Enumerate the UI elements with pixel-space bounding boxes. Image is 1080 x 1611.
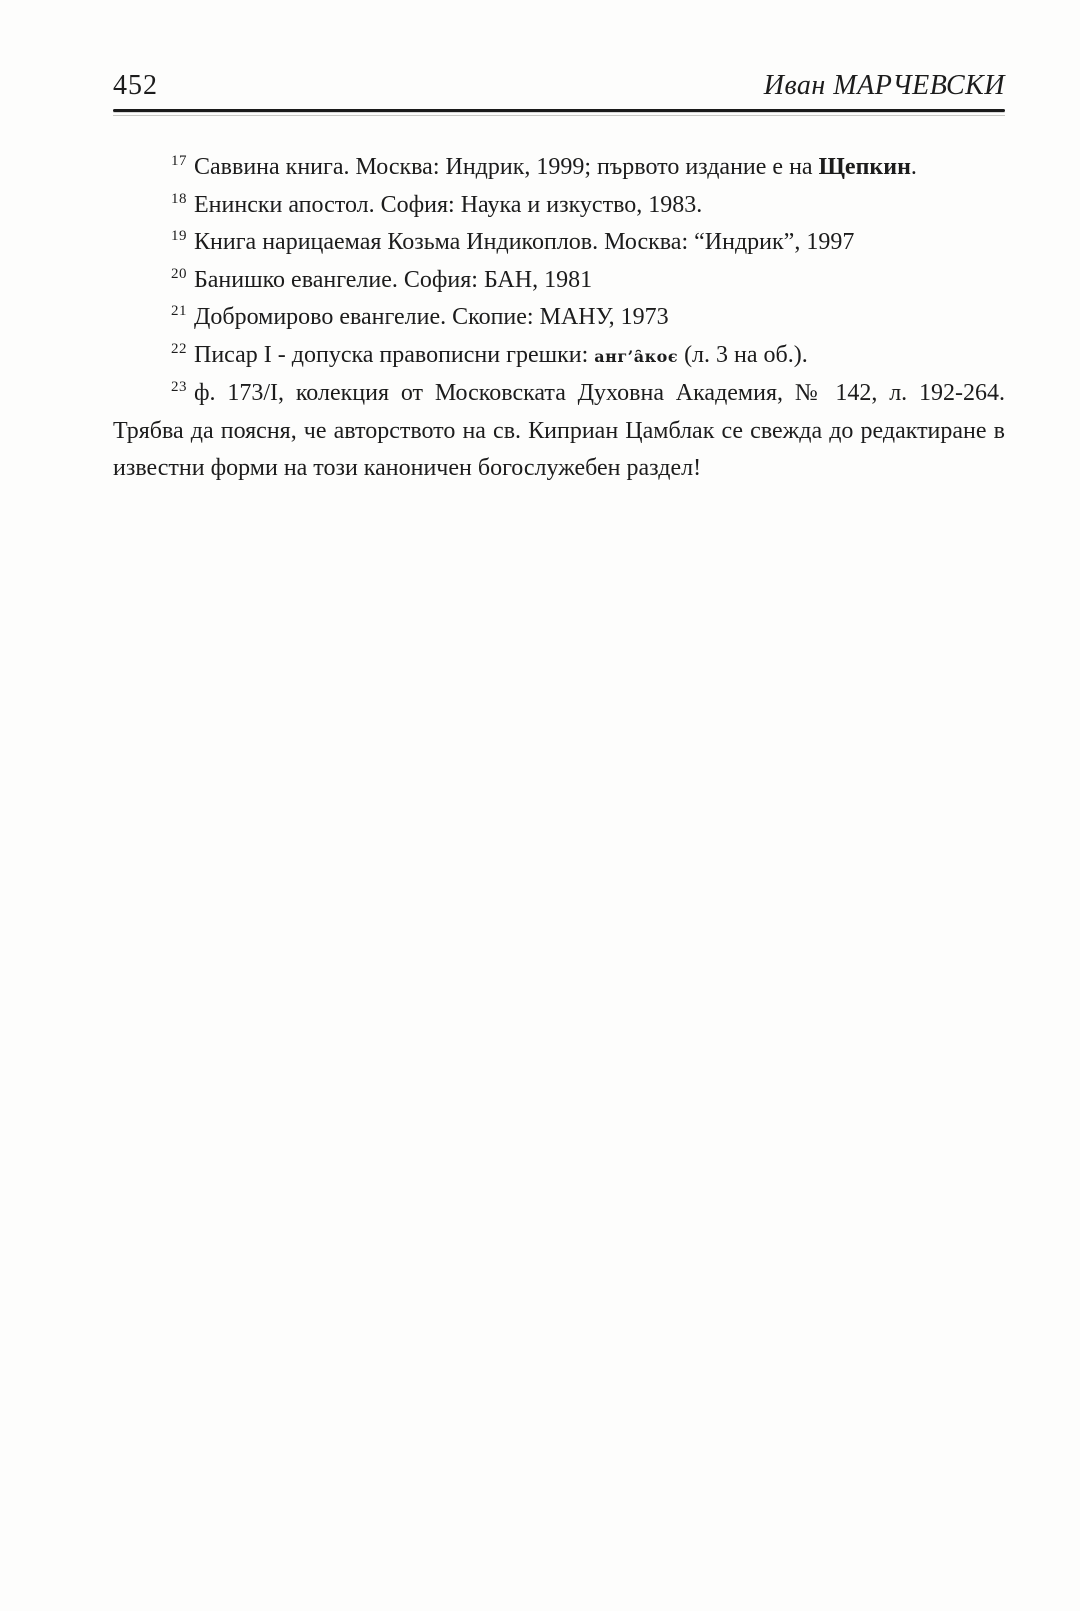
footnote-text: (л. 3 на об.). <box>678 341 808 368</box>
header-rule-thin-line <box>113 115 1005 116</box>
footnote-marker: 21 <box>171 303 187 319</box>
footnote-marker: 17 <box>171 153 187 169</box>
header-rule <box>113 109 1005 116</box>
footnote-marker: 20 <box>171 265 187 282</box>
footnotes-section <box>113 149 1005 488</box>
page-number: 452 <box>113 70 158 101</box>
footnote-19 <box>113 224 1005 262</box>
footnote-text: Банишко евангелие. София: БАН, 1981 <box>194 266 593 293</box>
footnote-20 <box>113 262 1005 300</box>
footnote-18 <box>113 187 1005 225</box>
footnote-text: . <box>910 154 917 180</box>
footnote-text: Енински апостол. София: Наука и изкуство, 1983. <box>194 191 703 218</box>
footnote-marker: 19 <box>171 228 187 244</box>
footnote-22 <box>113 337 1005 376</box>
footnote-marker: 22 <box>171 340 187 357</box>
footnote-text: Добромирово евангелие. Скопие: МАНУ, 1973 <box>194 304 669 330</box>
footnote-marker: 23 <box>171 379 187 395</box>
footnote-text: Саввина книга. Москва: Индрик, 1999; първото издание е на <box>194 154 819 180</box>
running-title: Иван МАРЧЕВСКИ <box>763 70 1005 101</box>
footnote-23 <box>113 375 1005 488</box>
footnote-bold-name: Щепкин <box>818 154 911 180</box>
footnote-21 <box>113 299 1005 337</box>
page-header <box>113 70 1005 102</box>
footnote-text: ф. 173/I, колекция от Московската Духовна Академия, № 142, л. 192-264. Трябва да поясня, че авторството на св. Киприан Цамблак се свежда до редактиране в известни форми на този каноничен богослужебен раздел! <box>113 380 1005 481</box>
footnote-text: Книга нарицаемая Козьма Индикоплов. Москва: “Индрик”, 1997 <box>194 229 855 255</box>
footnote-17 <box>113 149 1005 187</box>
footnote-slavonic-word: анг’а̑коє <box>594 346 679 366</box>
footnote-marker: 18 <box>171 190 187 207</box>
page-content <box>113 70 1005 488</box>
footnote-text: Писар I - допуска правописни грешки: <box>194 341 595 368</box>
header-rule-thick-line <box>113 109 1005 112</box>
